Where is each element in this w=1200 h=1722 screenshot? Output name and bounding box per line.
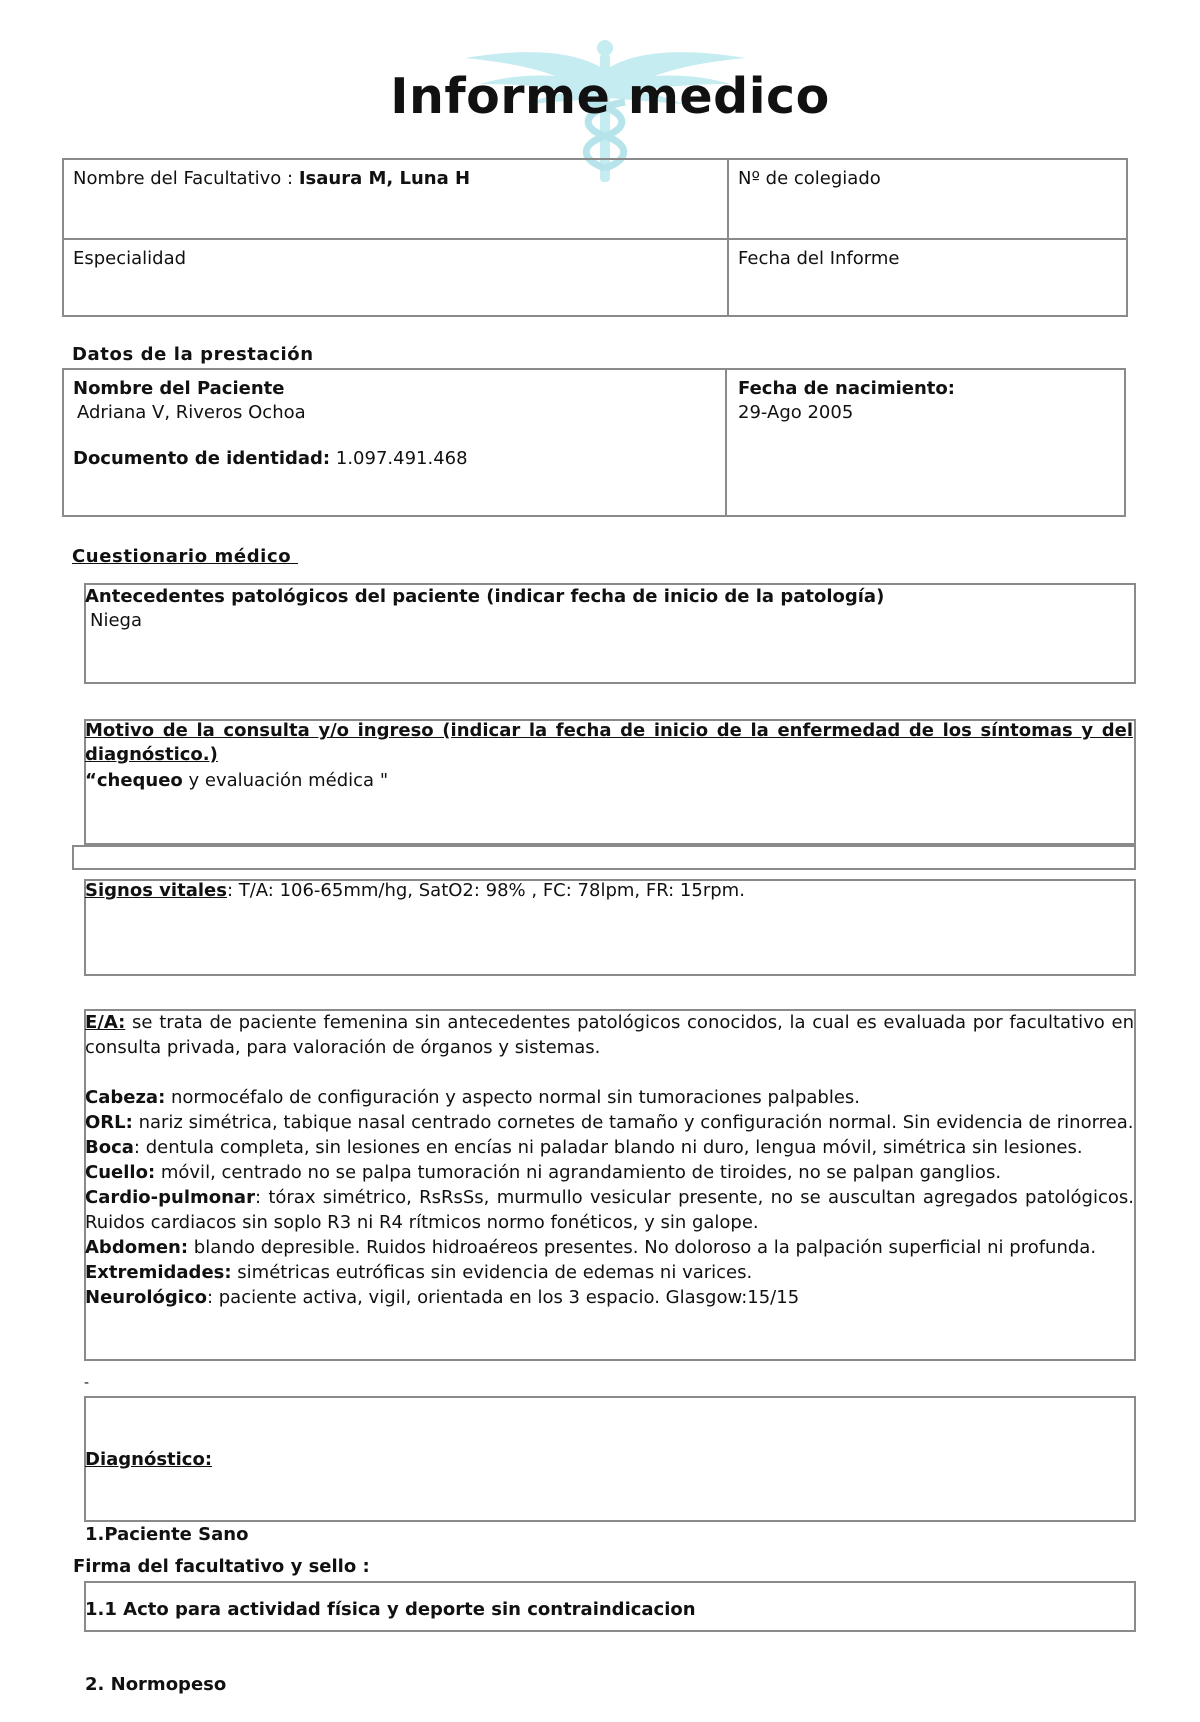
nacimiento-value: 29-Ago 2005 <box>738 402 854 423</box>
prestacion-section-title: Datos de la prestación <box>72 344 314 365</box>
exam-item <box>85 1135 1134 1160</box>
exam-item-text: : paciente activa, vigil, orientada en los 3 espacio. Glasgow:15/15 <box>206 1287 800 1308</box>
exam-item-label: Abdomen: <box>85 1237 189 1258</box>
exam-item-text: : tórax simétrico, RsRsSs, murmullo vesicular presente, no se auscultan agregados patológicos. Ruidos cardiacos sin soplo R3 ni R4 rítmicos normo fonéticos, y sin galope. <box>85 1187 1134 1233</box>
firma-label: Firma del facultativo y sello : <box>73 1556 370 1577</box>
exam-item-label: Cuello: <box>85 1162 156 1183</box>
ea-label: E/A: <box>85 1012 126 1033</box>
antecedentes-label: Antecedentes patológicos del paciente (indicar fecha de inicio de la patología) <box>85 586 885 607</box>
exam-item-text: nariz simétrica, tabique nasal centrado cornetes de tamaño y configuración normal. Sin evidencia de rinorrea. <box>132 1112 1134 1133</box>
prestacion-table-vdivider <box>725 368 727 517</box>
exam-item <box>85 1185 1134 1235</box>
header-table-hdivider <box>62 238 1128 240</box>
exam-item <box>85 1260 1134 1285</box>
document-title: Informe medico <box>390 68 830 125</box>
exam-item <box>85 1110 1134 1135</box>
exam-item-text: : dentula completa, sin lesiones en encías ni paladar blando ni duro, lengua móvil, simétrica sin lesiones. <box>133 1137 1083 1158</box>
exam-item-label: Boca <box>85 1137 134 1158</box>
empty-row-box <box>72 845 1136 870</box>
paciente-label: Nombre del Paciente <box>73 378 285 399</box>
signos-value: : T/A: 106-65mm/hg, SatO2: 98% , FC: 78lpm, FR: 15rpm. <box>226 880 745 901</box>
exam-item-label: Cardio-pulmonar <box>85 1187 255 1208</box>
exam-item <box>85 1085 1134 1110</box>
documento-field <box>73 448 468 470</box>
motivo-value-bold: “chequeo <box>85 770 183 791</box>
especialidad-label: Especialidad <box>73 248 187 269</box>
exam-item <box>85 1160 1134 1185</box>
antecedentes-value: Niega <box>90 610 142 631</box>
ea-text: se trata de paciente femenina sin antecedentes patológicos conocidos, la cual es evaluada por facultativo en consulta privada, para valoración de órganos y sistemas. <box>85 1012 1134 1058</box>
diagnostico-label: Diagnóstico: <box>85 1449 213 1470</box>
documento-label: Documento de identidad: <box>73 448 331 469</box>
exam-item <box>85 1285 1134 1310</box>
exam-item-label: ORL: <box>85 1112 133 1133</box>
colegiado-label: Nº de colegiado <box>738 168 881 189</box>
ea-paragraph <box>85 1010 1134 1060</box>
paciente-name: Adriana V, Riveros Ochoa <box>77 402 306 423</box>
examen-content <box>85 1010 1134 1310</box>
motivo-label: Motivo de la consulta y/o ingreso (indicar la fecha de inicio de la enfermedad de los síntomas y del diagnóstico.) <box>85 720 1133 765</box>
nacimiento-label: Fecha de nacimiento: <box>738 378 955 399</box>
diagnostico-line: 1.Paciente Sano <box>85 1524 249 1545</box>
motivo-value <box>85 770 388 792</box>
exam-item-text: blando depresible. Ruidos hidroaéreos presentes. No doloroso a la palpación superficial ni profunda. <box>188 1237 1097 1258</box>
diagnostico-line: 1.1 Acto para actividad física y deporte sin contraindicacion <box>85 1599 696 1620</box>
exam-item-label: Neurológico <box>85 1287 207 1308</box>
fecha-informe-label: Fecha del Informe <box>738 248 900 269</box>
diagnostico-line: 2. Normopeso <box>85 1674 227 1695</box>
exam-item-label: Cabeza: <box>85 1087 166 1108</box>
diagnostico-dash: - <box>84 1375 90 1391</box>
signos-field <box>85 880 745 902</box>
motivo-value-rest: y evaluación médica " <box>182 770 389 791</box>
signos-label: Signos vitales <box>85 880 227 901</box>
facultativo-name: Isaura M, Luna H <box>298 168 471 189</box>
firma-box <box>84 1581 1136 1632</box>
exam-item-label: Extremidades: <box>85 1262 232 1283</box>
exam-item <box>85 1235 1134 1260</box>
facultativo-field <box>73 168 470 190</box>
exam-item-text: simétricas eutróficas sin evidencia de edemas ni varices. <box>231 1262 753 1283</box>
examen-spacer <box>85 1060 1134 1085</box>
facultativo-label: Nombre del Facultativo : <box>73 168 299 189</box>
exam-item-text: normocéfalo de configuración y aspecto normal sin tumoraciones palpables. <box>165 1087 861 1108</box>
cuestionario-section-title: Cuestionario médico <box>72 546 299 567</box>
exam-item-text: móvil, centrado no se palpa tumoración ni agrandamiento de tiroides, no se palpan ganglios. <box>155 1162 1002 1183</box>
documento-value: 1.097.491.468 <box>335 448 468 469</box>
